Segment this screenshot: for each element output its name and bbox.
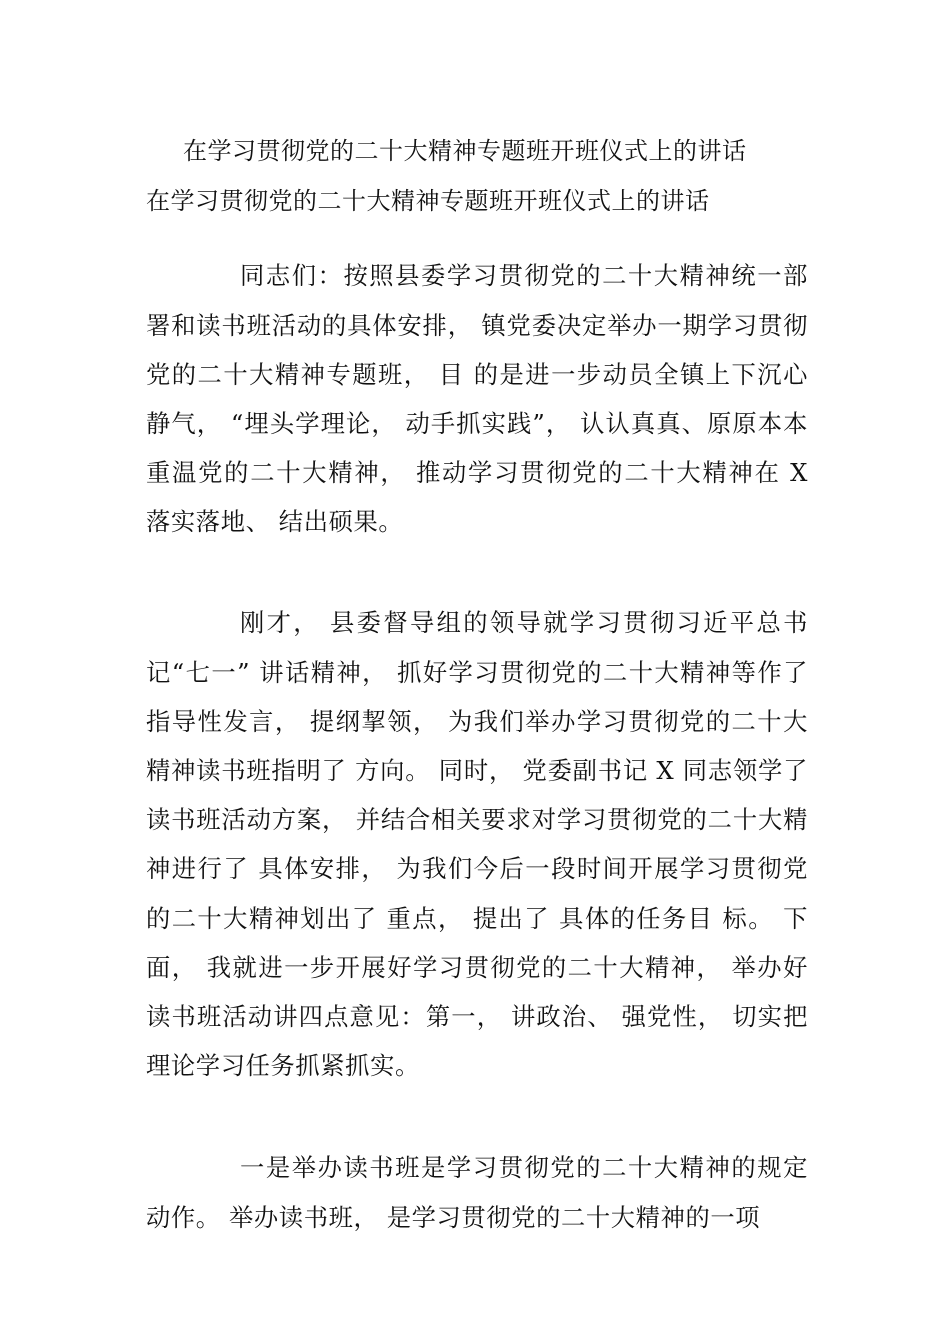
paragraph-point-one: 一是举办读书班是学习贯彻党的二十大精神的规定动作。 举办读书班， 是学习贯彻党的二十大精神的一项 [146,1153,808,1232]
document-subtitle: 在学习贯彻党的二十大精神专题班开班仪式上的讲话 [146,187,710,215]
document-title: 在学习贯彻党的二十大精神专题班开班仪式上的讲话 [183,137,747,165]
paragraph-remarks: 刚才， 县委督导组的领导就学习贯彻习近平总书记“七一” 讲话精神， 抓好学习贯彻党的二十大精神等作了 指导性发言， 提纲挈领， 为我们举办学习贯彻党的二十大精神读书班指明了 方向。 同时， 党委副书记 X 同志领学了 读书班活动方案， 并结合相关要求对学习贯彻党的二十大精神进行了 具体安排， 为我们今后一段时间开展学习贯彻党的二十大精神划出了 重点， 提出了 具体的任务目 标。 下面， 我就进一步开展好学习贯彻党的二十大精神， 举办好读书班活动讲四点意见：第一， 讲政治、 强党性， 切实把理论学习任务抓紧抓实。 [146,608,808,1081]
paragraph-opening: 同志们：按照县委学习贯彻党的二十大精神统一部署和读书班活动的具体安排， 镇党委决定举办一期学习贯彻党的二十大精神专题班， 目 的是进一步动员全镇上下沉心静气， “埋头学理论， 动手抓实践”， 认认真真、原原本本重温党的二十大精神， 推动学习贯彻党的二十大精神在 X 落实落地、 结出硕果。 [146,261,808,537]
